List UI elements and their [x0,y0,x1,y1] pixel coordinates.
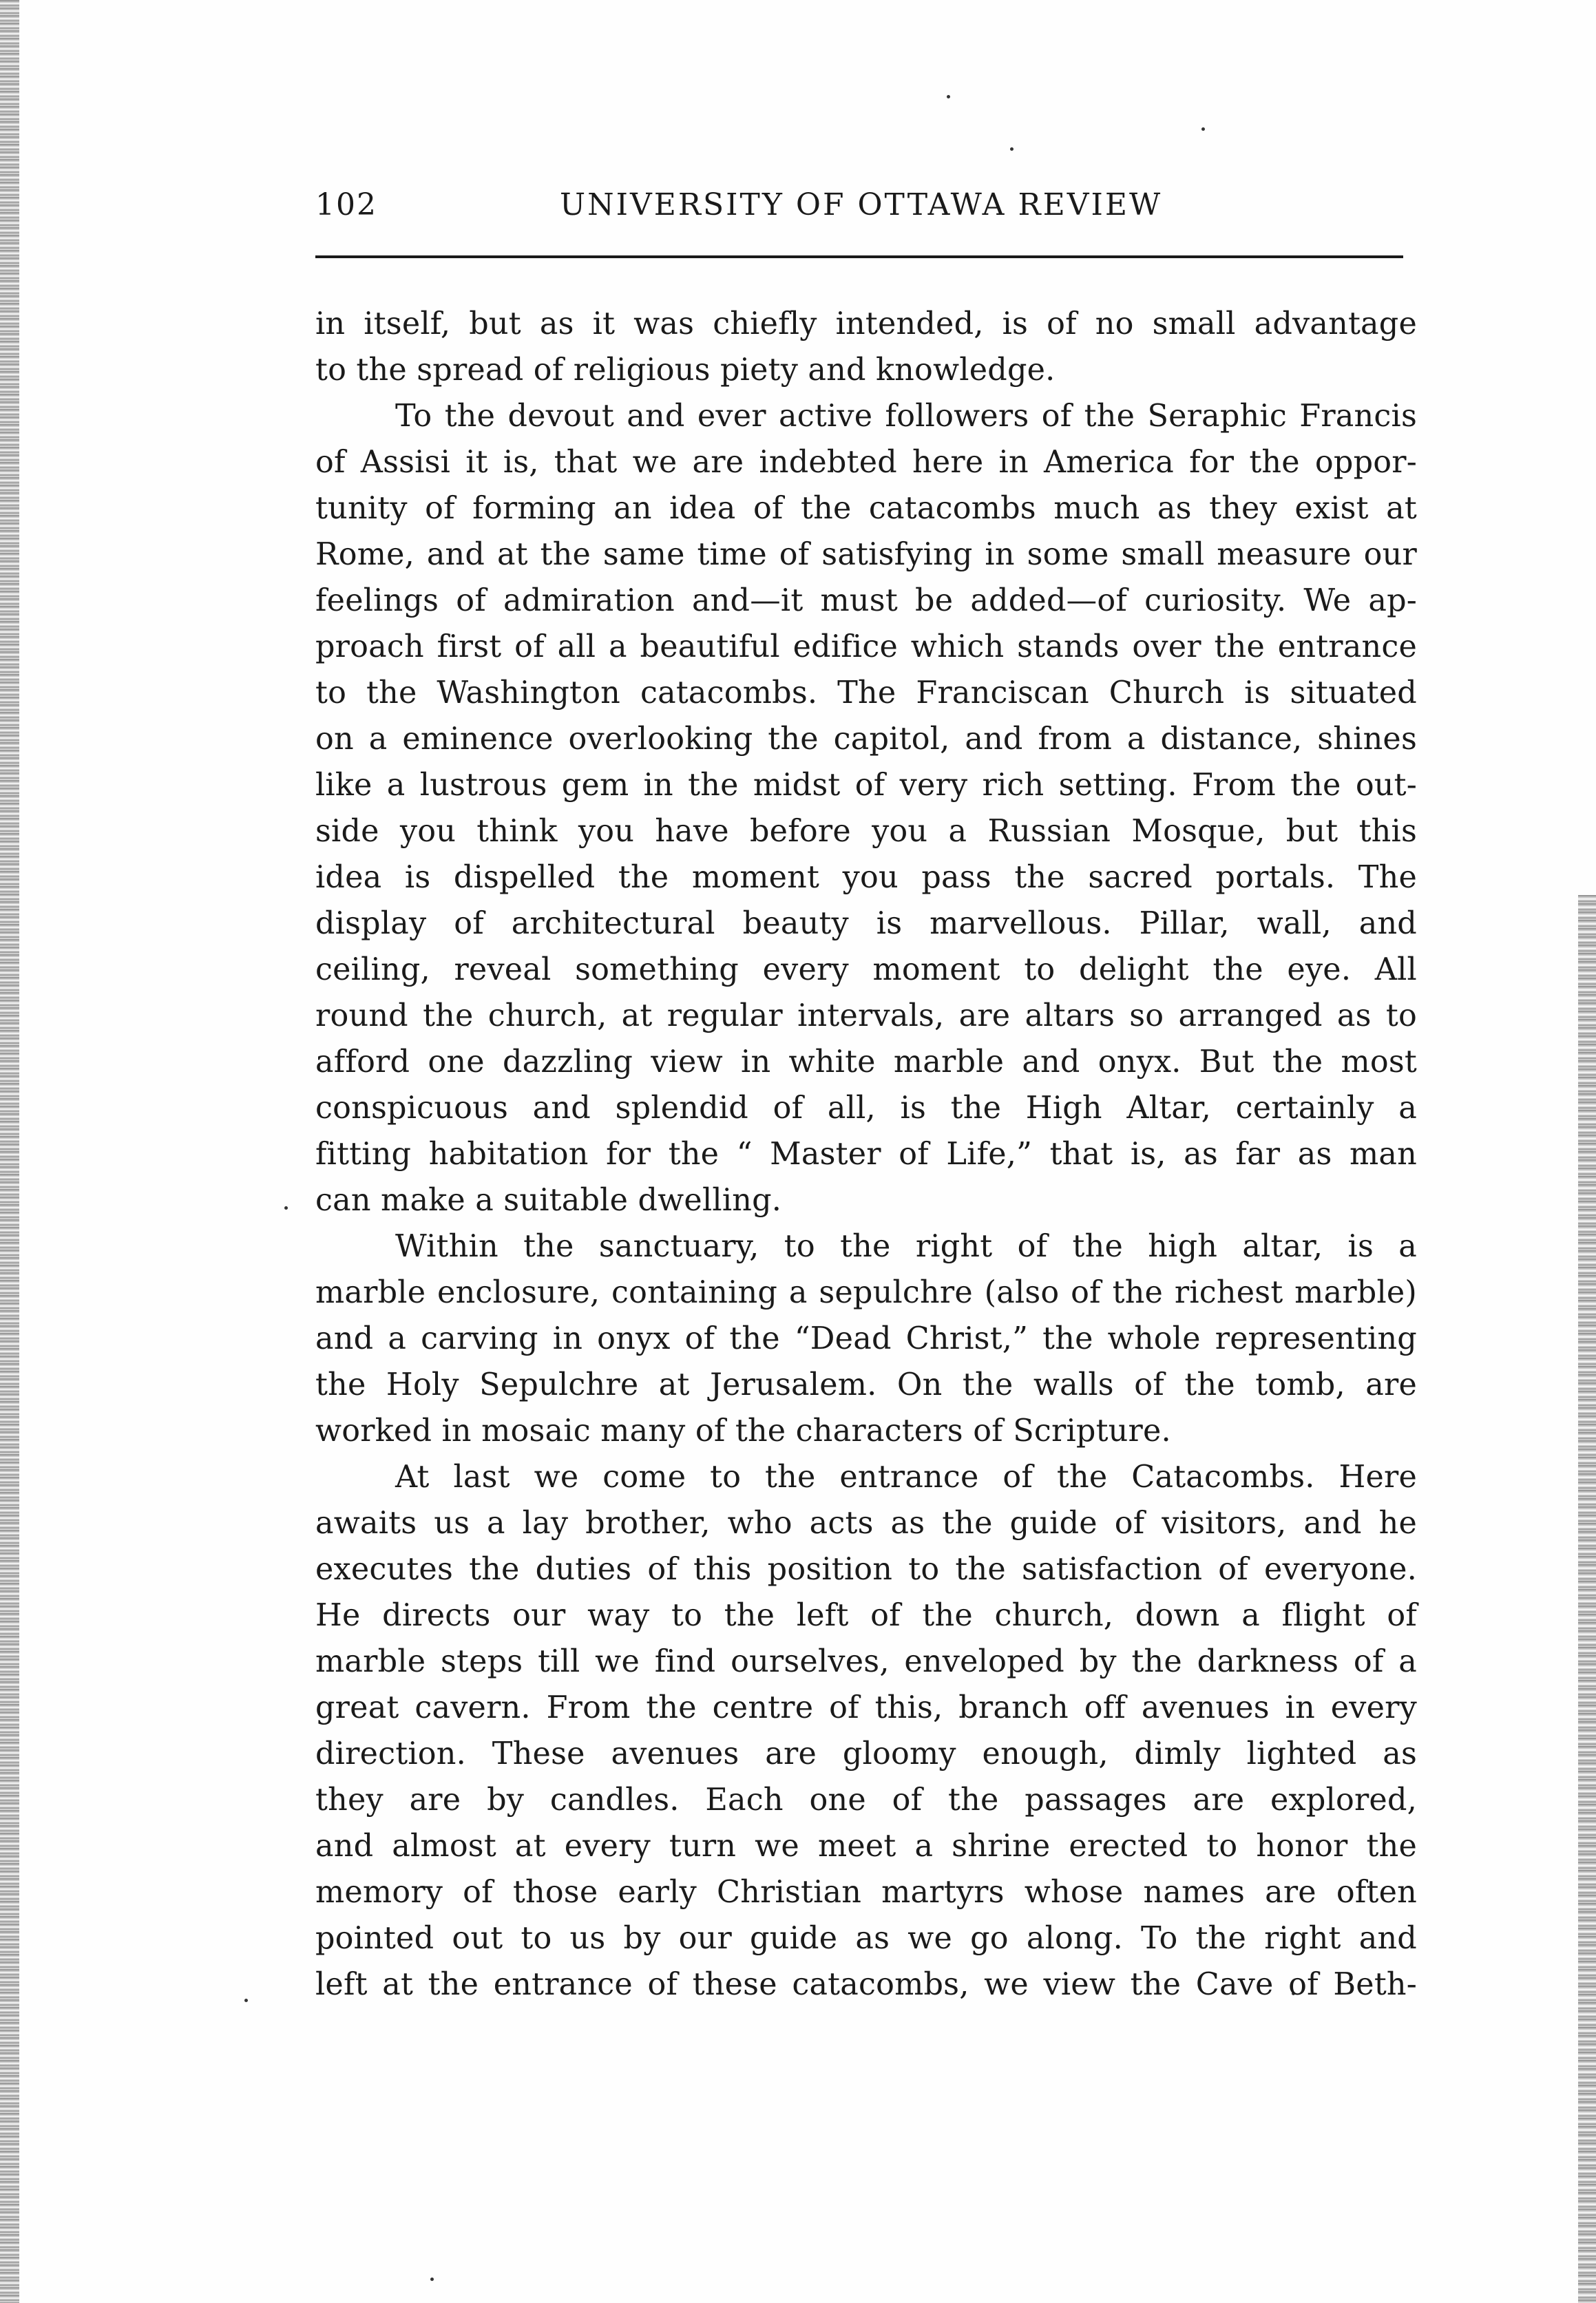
text-line: awaits us a lay brother, who acts as the guide of visitors, and he [315,1506,1417,1541]
text-line: fitting habitation for the “ Master of Life,” that is, as far as man [315,1137,1417,1172]
right-page-edge [1578,895,1596,2303]
scan-speck [947,95,950,98]
text-line: round the church, at regular intervals, are altars so arranged as to [315,998,1417,1033]
text-line: pointed out to us by our guide as we go along. To the right and [315,1921,1417,1956]
text-line: like a lustrous gem in the midst of very rich setting. From the out- [315,768,1417,803]
text-line: and a carving in onyx of the “Dead Christ,” the whole representing [315,1321,1417,1356]
text-line: At last we come to the entrance of the Catacombs. Here [395,1460,1417,1495]
text-line: direction. These avenues are gloomy enough, dimly lighted as [315,1736,1417,1771]
page-number: 102 [315,187,377,222]
text-line: Rome, and at the same time of satisfying in some small measure our [315,537,1417,572]
left-page-edge [0,0,19,2303]
text-line: they are by candles. Each one of the passages are explored, [315,1783,1417,1818]
text-line: Within the sanctuary, to the right of the high altar, is a [395,1229,1417,1264]
text-line: worked in mosaic many of the characters of Scripture. [315,1413,1171,1449]
text-line: side you think you have before you a Russian Mosque, but this [315,814,1417,849]
text-line: left at the entrance of these catacombs, we view the Cave of Beth- [315,1967,1417,2002]
text-line: idea is dispelled the moment you pass the sacred portals. The [315,860,1417,895]
text-line: marble steps till we find ourselves, enveloped by the darkness of a [315,1644,1417,1679]
text-line: to the Washington catacombs. The Franciscan Church is situated [315,675,1417,711]
text-line: in itself, but as it was chiefly intended, is of no small advantage [315,306,1417,341]
text-line: of Assisi it is, that we are indebted here in America for the oppor- [315,445,1417,480]
scan-speck [430,2278,434,2281]
text-line: He directs our way to the left of the church, down a flight of [315,1598,1417,1633]
text-line: ceiling, reveal something every moment to delight the eye. All [315,952,1417,987]
scan-speck [1201,127,1205,131]
scan-speck [1010,147,1014,151]
text-line: the Holy Sepulchre at Jerusalem. On the walls of the tomb, are [315,1367,1417,1402]
text-line: and almost at every turn we meet a shrine erected to honor the [315,1829,1417,1864]
text-line: display of architectural beauty is marvellous. Pillar, wall, and [315,906,1417,941]
text-line: tunity of forming an idea of the catacombs much as they exist at [315,491,1417,526]
text-line: to the spread of religious piety and knowledge. [315,353,1056,388]
text-line: proach first of all a beautiful edifice which stands over the entrance [315,629,1417,664]
text-line: great cavern. From the centre of this, branch off avenues in every [315,1690,1417,1725]
running-title: UNIVERSITY OF OTTAWA REVIEW [560,187,1163,222]
text-line: memory of those early Christian martyrs whose names are often [315,1875,1417,1910]
text-line: feelings of admiration and—it must be added—of curiosity. We ap- [315,583,1417,618]
text-line: marble enclosure, containing a sepulchre (also of the richest marble) [315,1275,1417,1310]
text-line: conspicuous and splendid of all, is the High Altar, certainly a [315,1091,1417,1126]
scan-speck [244,1999,248,2002]
article-body [315,301,1417,2008]
text-line: on a eminence overlooking the capitol, and from a distance, shines [315,722,1417,757]
text-line: afford one dazzling view in white marble and onyx. But the most [315,1044,1417,1080]
scan-speck [284,1206,288,1210]
text-line: can make a suitable dwelling. [315,1183,782,1218]
text-line: To the devout and ever active followers of the Seraphic Francis [395,399,1417,434]
header-rule [315,255,1403,258]
text-line: executes the duties of this position to the satisfaction of everyone. [315,1552,1417,1587]
page-header [315,187,1403,229]
